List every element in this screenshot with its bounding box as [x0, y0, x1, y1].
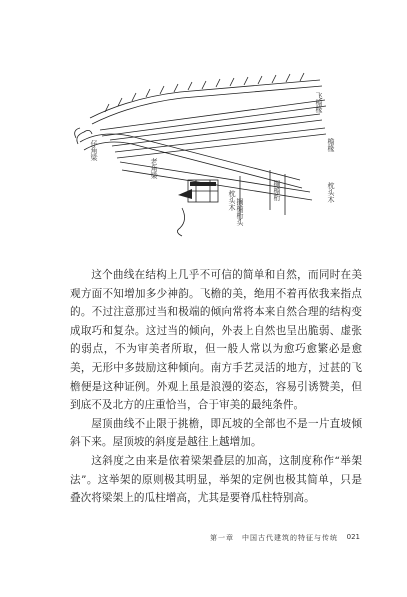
label-fei-yan-chuan: 飞檐椽	[315, 92, 323, 113]
page-number: 021	[346, 533, 360, 541]
page-footer	[210, 533, 360, 543]
label-zhen-tou-mu: 枕头木	[228, 190, 236, 211]
eave-drawing	[70, 70, 370, 250]
label-yan-chuan: 檐椽	[327, 138, 335, 152]
label-lan-yan-fang: 搁檐桁	[273, 180, 281, 201]
label-lan-yan-fang-tou: 搁檐桁头	[236, 198, 244, 226]
body-text	[70, 266, 362, 508]
paragraph-3: 这斜度之由来是依着梁架叠层的加高，这制度称作“举架法”。这举架的原则极其明显，举架的定例也极其简单，只是叠次将梁架上的瓜柱增高，尤其是要脊瓜柱特别高。	[70, 454, 362, 505]
label-zhen-tou-mu-side: 枕头木	[327, 182, 335, 203]
label-zi-jiao-liang: 仔角梁	[90, 140, 98, 161]
label-lao-jiao-liang: 老角梁	[150, 158, 158, 179]
chapter-title: 第一章 中国古代建筑的特征与传统	[210, 534, 338, 542]
paragraph-2: 屋顶曲线不止限于挑檐，即瓦坡的全部也不是一片直坡倾斜下来。屋顶坡的斜度是越往上越增加。	[70, 417, 362, 449]
eave-structure-illustration	[70, 70, 370, 250]
paragraph-1: 这个曲线在结构上几乎不可信的简单和自然，而同时在美观方面不知增加多少神韵。飞檐的美，绝用不着再依我来指点的。不过注意那过当和极端的倾向常将本来自然合理的结构变成取巧和复杂。这过当的倾向，外表上自然也呈出脆弱、虚张的弱点，不为审美者所取，但一般人常以为愈巧愈繁必是愈美，无形中多鼓励这种倾向。南方手艺灵活的地方，过甚的飞檐便是这种证例。外观上虽是浪漫的姿态，容易引诱赞美，但到底不及北方的庄重恰当，合于审美的最纯条件。	[70, 269, 362, 412]
